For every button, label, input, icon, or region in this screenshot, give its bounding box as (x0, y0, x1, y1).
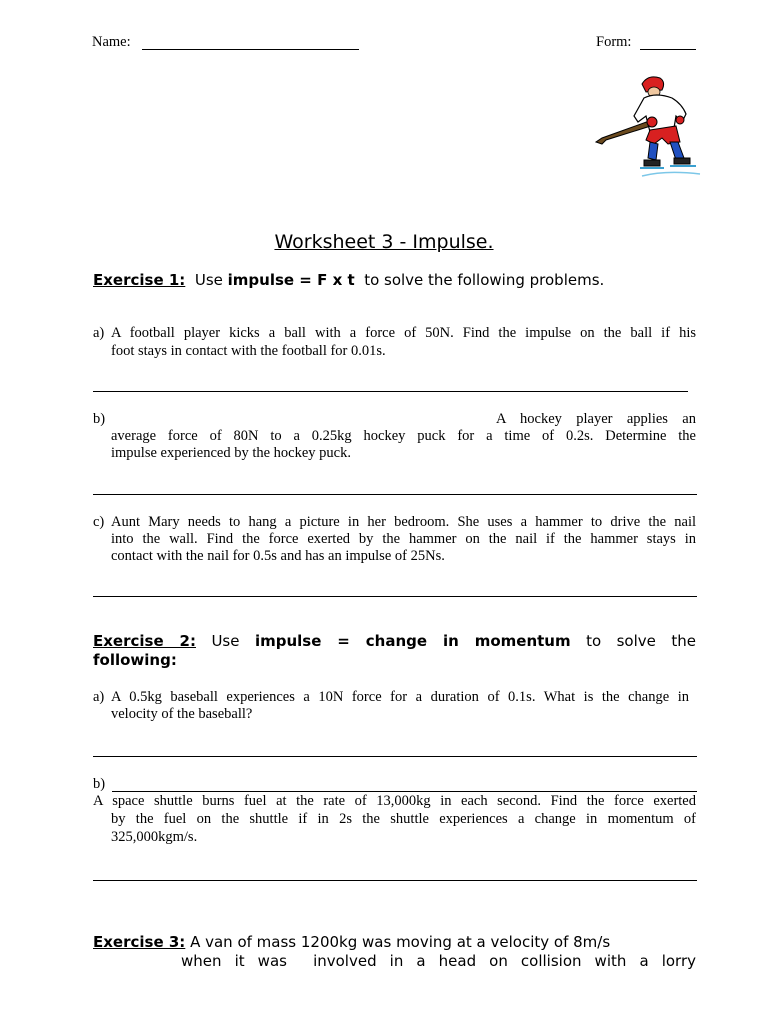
ex1b-line3: impulse experienced by the hockey puck. (111, 445, 351, 461)
ex1b-line2: average force of 80N to a 0.25kg hockey puck for a time of 0.2s. Determine the (111, 428, 696, 444)
ex2b-line1: A space shuttle burns fuel at the rate of 13,000kg in each second. Find the force exerted (93, 793, 696, 809)
ex1c-marker: c) (93, 514, 105, 530)
ex1b-line1: A hockey player applies an (496, 411, 696, 427)
exercise2-heading-line2 (93, 651, 177, 670)
exercise3-line1: A van of mass 1200kg was moving at a velocity of 8m/s (190, 933, 611, 951)
ex2a-marker: a) (93, 689, 105, 705)
form-label: Form: (596, 34, 632, 50)
exercise2-post: to solve the (586, 632, 696, 650)
exercise1-heading (93, 271, 604, 290)
exercise2-line2: following: (93, 651, 177, 669)
exercise2-heading (93, 632, 696, 651)
ex1a-answer-line[interactable] (93, 391, 688, 392)
ex1a-line2: foot stays in contact with the football for 0.01s. (111, 343, 386, 359)
ex1b-answer-line[interactable] (93, 494, 697, 495)
exercise3-label: Exercise 3: (93, 933, 186, 951)
ex2b-marker-line[interactable] (112, 791, 697, 792)
ex2b-marker: b) (93, 776, 106, 792)
ex2b-line3: 325,000kgm/s. (111, 829, 198, 845)
ex1c-answer-line[interactable] (93, 596, 697, 597)
page-title: Worksheet 3 - Impulse. (274, 231, 494, 253)
ex1c-line2: into the wall. Find the force exerted by the hammer on the nail if the hammer stays in (111, 531, 696, 547)
ex1c-line3: contact with the nail for 0.5s and has an impulse of 25Ns. (111, 548, 445, 564)
ex1a-marker: a) (93, 325, 105, 341)
exercise1-pre: Use (194, 271, 223, 289)
form-field-line[interactable] (640, 49, 696, 50)
ex2b-answer-line[interactable] (93, 880, 697, 881)
exercise3-line2: when it was involved in a head on collision with a lorry (181, 952, 696, 970)
exercise1-formula: impulse = F x t (227, 271, 355, 289)
exercise2-pre: Use (211, 632, 240, 650)
ex1a-line1: A football player kicks a ball with a force of 50N. Find the impulse on the ball if his (111, 325, 696, 341)
exercise1-post: to solve the following problems. (364, 271, 605, 289)
name-label: Name: (92, 34, 131, 50)
ex2a-line2: velocity of the baseball? (111, 706, 253, 722)
ex1b-marker: b) (93, 411, 106, 427)
ex2b-line2: by the fuel on the shuttle if in 2s the shuttle experiences a change in momentum of (111, 811, 696, 827)
ex1c-line1: Aunt Mary needs to hang a picture in her bedroom. She uses a hammer to drive the nail (111, 514, 696, 530)
hockey-player-icon (590, 70, 706, 182)
name-field-line[interactable] (142, 49, 359, 50)
ex2a-answer-line[interactable] (93, 756, 697, 757)
exercise2-label: Exercise 2: (93, 632, 196, 650)
exercise2-formula: impulse = change in momentum (254, 632, 571, 650)
exercise3-heading (93, 933, 696, 952)
exercise1-label: Exercise 1: (93, 271, 186, 289)
ex2a-line1: A 0.5kg baseball experiences a 10N force for a duration of 0.1s. What is the change in (111, 689, 689, 705)
